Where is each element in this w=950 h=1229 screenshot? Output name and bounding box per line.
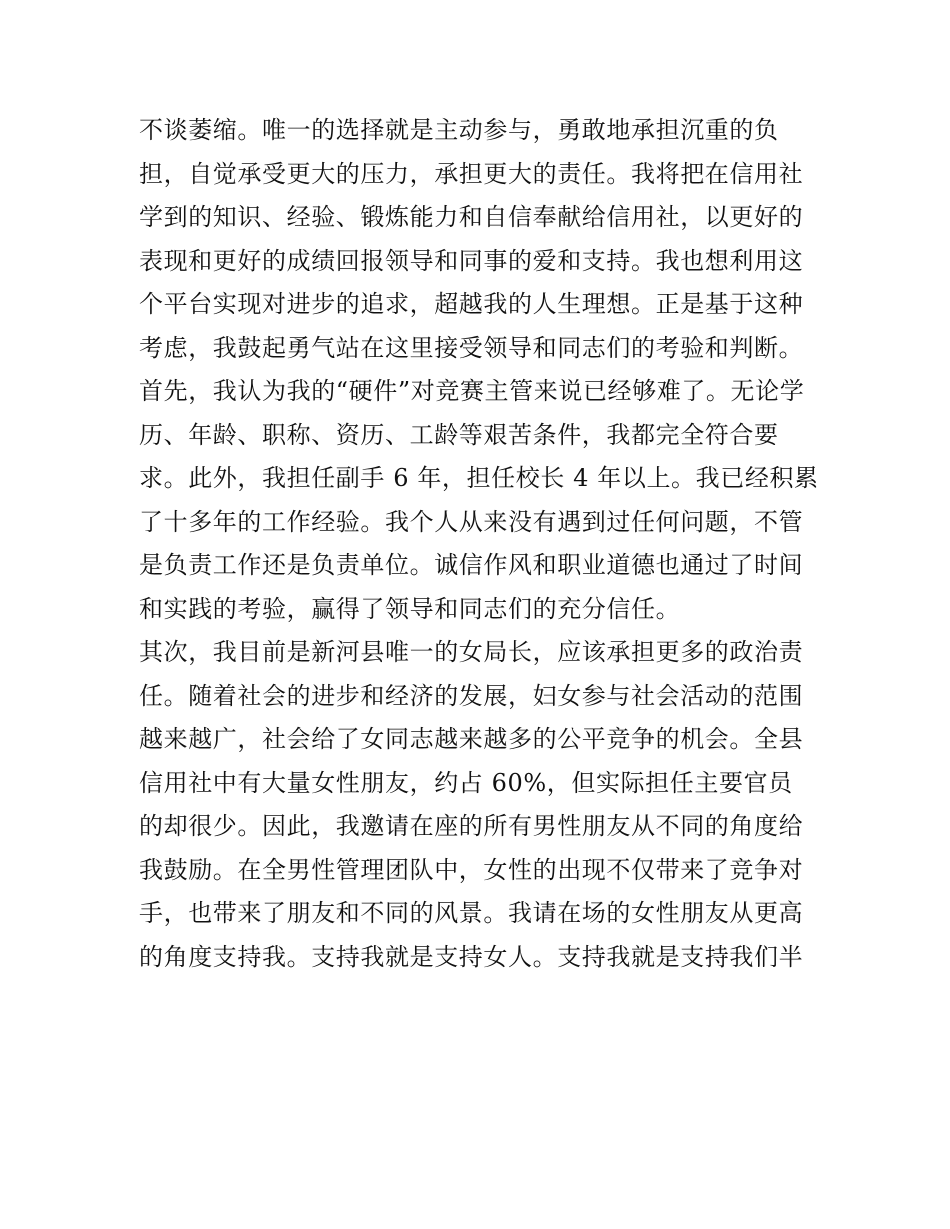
text-line: 历、年龄、职称、资历、工龄等艰苦条件，我都完全符合要 [139, 420, 779, 449]
text-line: 学到的知识、经验、锻炼能力和自信奉献给信用社，以更好的 [139, 203, 804, 231]
text-line: 的角度支持我。支持我就是支持女人。支持我就是支持我们半 [139, 942, 804, 971]
text-line: 求。此外，我担任副手 6 年，担任校长 4 年以上。我已经积累 [139, 464, 819, 492]
text-line: 我鼓励。在全男性管理团队中，女性的出现不仅带来了竞争对 [139, 855, 804, 884]
text-line: 考虑，我鼓起勇气站在这里接受领导和同志们的考验和判断。 [139, 333, 804, 362]
body-text [139, 109, 819, 979]
text-line: 个平台实现对进步的追求，超越我的人生理想。正是基于这种 [139, 290, 804, 318]
text-line: 信用社中有大量女性朋友，约占 60%，但实际担任主要官员 [139, 768, 793, 797]
text-line: 和实践的考验，赢得了领导和同志们的充分信任。 [139, 594, 681, 623]
text-line: 的却很少。因此，我邀请在座的所有男性朋友从不同的角度给 [139, 812, 804, 840]
text-line: 首先，我认为我的“硬件”对竞赛主管来说已经够难了。无论学 [139, 377, 805, 405]
text-line: 任。随着社会的进步和经济的发展，妇女参与社会活动的范围 [139, 681, 804, 710]
text-line: 其次，我目前是新河县唯一的女局长，应该承担更多的政治责 [139, 638, 804, 666]
text-line: 担，自觉承受更大的压力，承担更大的责任。我将把在信用社 [139, 159, 804, 188]
text-line: 手，也带来了朋友和不同的风景。我请在场的女性朋友从更高 [139, 899, 804, 927]
text-line: 是负责工作还是负责单位。诚信作风和职业道德也通过了时间 [139, 551, 804, 579]
text-line: 不谈萎缩。唯一的选择就是主动参与，勇敢地承担沉重的负 [139, 116, 779, 144]
text-line: 表现和更好的成绩回报领导和同事的爱和支持。我也想利用这 [139, 246, 804, 275]
text-line: 了十多年的工作经验。我个人从来没有遇到过任何问题，不管 [139, 507, 804, 536]
text-line: 越来越广，社会给了女同志越来越多的公平竞争的机会。全县 [139, 725, 804, 753]
